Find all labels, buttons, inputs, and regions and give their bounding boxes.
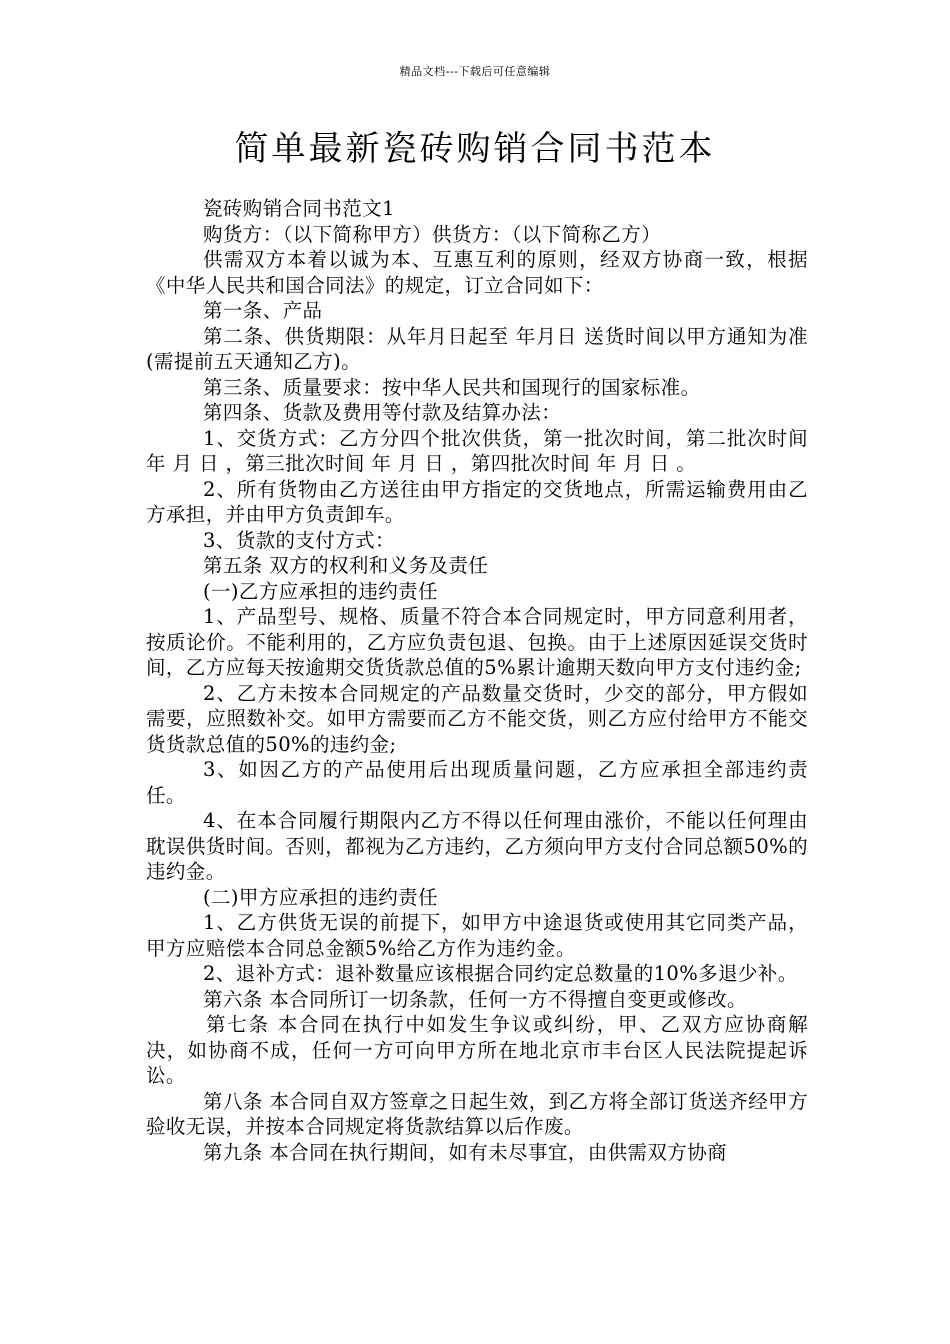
article-4-item-1: 1、交货方式：乙方分四个批次供货，第一批次时间，第二批次时间 年 月 日 ，第三批次时间 年 月 日 ，第四批次时间 年 月 日 。 bbox=[146, 426, 808, 475]
article-4: 第四条、货款及费用等付款及结算办法： bbox=[203, 401, 562, 424]
article-5: 第五条 双方的权利和义务及责任 bbox=[203, 554, 489, 577]
article-2: 第二条、供货期限：从年月日起至 年月日 送货时间以甲方通知为准(需提前五天通知乙方)。 bbox=[146, 324, 808, 373]
article-5-part-1-heading: (一)乙方应承担的违约责任 bbox=[203, 579, 438, 603]
article-9: 第九条 本合同在执行期间，如有未尽事宜，由供需双方协商 bbox=[203, 1140, 727, 1164]
document-body bbox=[146, 196, 808, 1165]
article-5-part-2-heading: (二)甲方应承担的违约责任 bbox=[203, 885, 438, 909]
parties-line: 购货方：（以下简称甲方）供货方：（以下简称乙方） bbox=[203, 222, 662, 246]
article-5-part-1-item-4: 4、在本合同履行期限内乙方不得以任何理由涨价，不能以任何理由耽误供货时间。否则，都视为乙方违约，乙方须向甲方支付合同总额50%的违约金。 bbox=[146, 809, 808, 883]
article-5-part-2-item-1: 1、乙方供货无误的前提下，如甲方中途退货或使用其它同类产品，甲方应赔偿本合同总金额5%给乙方作为违约金。 bbox=[146, 911, 808, 960]
article-4-item-3: 3、货款的支付方式： bbox=[203, 528, 395, 552]
header-note: 精品文档---下载后可任意编辑 bbox=[399, 65, 551, 78]
section-heading: 瓷砖购销合同书范文1 bbox=[203, 197, 395, 220]
article-5-part-1-item-1: 1、产品型号、规格、质量不符合本合同规定时，甲方同意利用者，按质论价。不能利用的，乙方应负责包退、包换。由于上述原因延误交货时间，乙方应每天按逾期交货货款总值的5%累计逾期天数向甲方支付违约金; bbox=[146, 605, 808, 679]
article-5-part-1-item-2: 2、乙方未按本合同规定的产品数量交货时，少交的部分，甲方假如需要，应照数补交。如甲方需要而乙方不能交货，则乙方应付给甲方不能交货货款总值的50%的违约金; bbox=[146, 681, 808, 756]
article-5-part-2-item-2: 2、退补方式：退补数量应该根据合同约定总数量的10%多退少补。 bbox=[203, 962, 798, 985]
article-1: 第一条、产品 bbox=[203, 299, 323, 322]
article-8: 第八条 本合同自双方签章之日起生效，到乙方将全部订货送齐经甲方验收无误，并按本合同规定将货款结算以后作废。 bbox=[146, 1089, 808, 1138]
document-title: 简单最新瓷砖购销合同书范本 bbox=[234, 129, 716, 169]
article-4-item-2: 2、所有货物由乙方送往由甲方指定的交货地点，所需运输费用由乙方承担，并由甲方负责卸车。 bbox=[146, 477, 808, 526]
article-3: 第三条、质量要求：按中华人民共和国现行的国家标准。 bbox=[203, 375, 701, 399]
article-7: 第七条 本合同在执行中如发生争议或纠纷，甲、乙双方应协商解决，如协商不成，任何一方可向甲方所在地北京市丰台区人民法院提起诉讼。 bbox=[146, 1013, 808, 1087]
article-6: 第六条 本合同所订一切条款，任何一方不得擅自变更或修改。 bbox=[203, 987, 747, 1011]
preamble-paragraph: 供需双方本着以诚为本、互惠互利的原则，经双方协商一致，根据《中华人民共和国合同法》的规定，订立合同如下： bbox=[146, 248, 808, 297]
article-5-part-1-item-3: 3、如因乙方的产品使用后出现质量问题，乙方应承担全部违约责任。 bbox=[146, 758, 808, 807]
